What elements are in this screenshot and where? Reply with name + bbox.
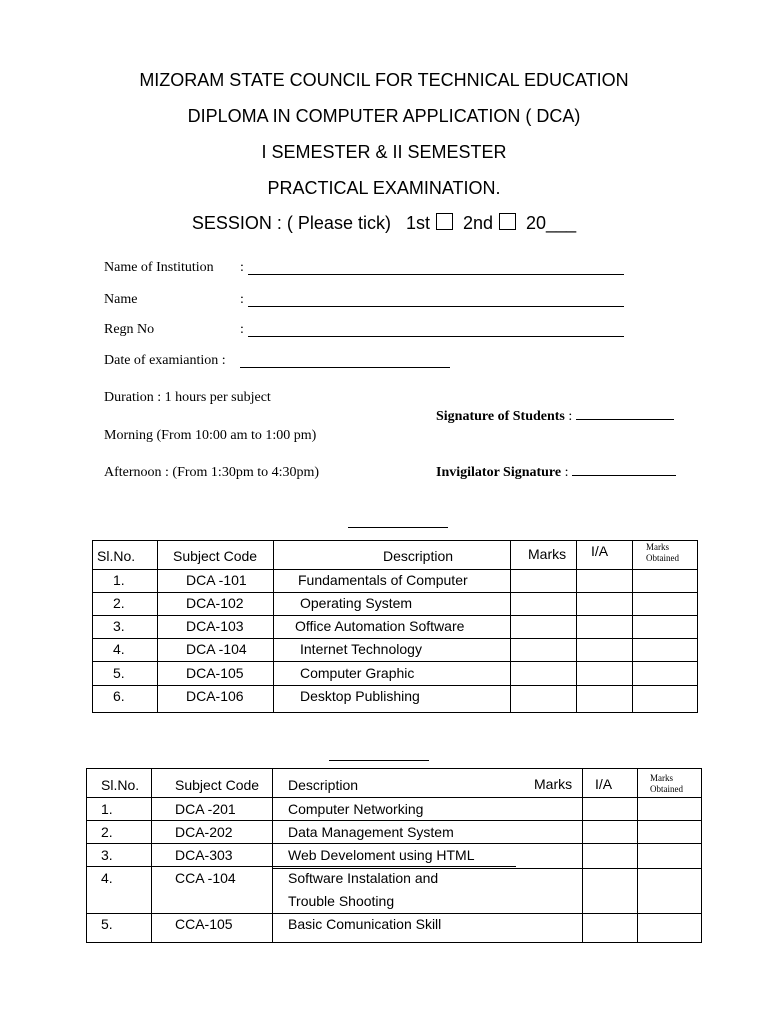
table-row-description: Fundamentals of Computer [298,572,468,588]
invigilator-label: Invigilator Signature [436,465,562,480]
regn-label: Regn No [104,322,155,337]
table-row-slno: 5. [101,916,113,932]
signature-students-line [436,405,674,425]
institution-field[interactable] [248,260,624,275]
table-row-description: Data Management System [288,824,454,840]
table-row-code: DCA-106 [186,688,244,704]
table-row-code: DCA -104 [186,641,247,657]
table-row-slno: 4. [101,870,113,886]
table-row-code: DCA -101 [186,572,247,588]
date-label: Date of examiantion : [104,353,226,368]
signature-students-field[interactable] [576,405,674,420]
semester-title: I SEMESTER & II SEMESTER [261,142,507,162]
institution-colon: : [240,260,244,275]
invigilator-field[interactable] [572,461,676,476]
session-option-1st: 1st [405,213,430,233]
table-row-description: Office Automation Software [295,618,465,634]
separator-line [329,760,429,761]
table-row-description: Internet Technology [300,641,422,657]
semester-2-table [86,768,702,943]
table-row-code: CCA -104 [175,870,236,886]
invigilator-colon: : [564,465,569,480]
table-row-slno: 3. [113,618,125,634]
table-row-code: CCA-105 [175,916,233,932]
header-marks-obtained: Marks Obtained [650,773,683,794]
table-row-code: DCA-103 [186,618,244,634]
invigilator-line [436,461,676,481]
header-slno: Sl.No. [97,548,136,564]
session-year: 20___ [526,213,577,233]
signature-students-label: Signature of Students [436,409,565,424]
afternoon-text: Afternoon : (From 1:30pm to 4:30pm) [104,465,320,480]
table-row-slno: 3. [101,847,113,863]
table-row-slno: 5. [113,665,125,681]
table-row-slno: 1. [101,801,113,817]
name-field[interactable] [248,292,624,307]
header-marks-obtained: Marks Obtained [646,542,679,563]
table-row-description: Desktop Publishing [300,688,420,704]
date-field[interactable] [240,353,450,368]
table-row-description: Computer Graphic [300,665,415,681]
council-title: MIZORAM STATE COUNCIL FOR TECHNICAL EDUCATION [139,70,629,90]
table-row-slno: 6. [113,688,125,704]
table-row-code: DCA-303 [175,847,233,863]
session-line [0,213,768,234]
header-description: Description [288,777,359,793]
table-row-code: DCA-202 [175,824,233,840]
table-row-code: DCA-105 [186,665,244,681]
checkbox-1st[interactable] [436,213,453,230]
table-row-slno: 4. [113,641,125,657]
table-row-description: Operating System [300,595,413,611]
morning-text: Morning (From 10:00 am to 1:00 pm) [104,428,317,443]
semester-1-table [92,540,698,713]
header-subject-code: Subject Code [173,548,258,564]
regn-field[interactable] [248,322,624,337]
table-row-description-continued: Trouble Shooting [288,893,395,909]
exam-title: PRACTICAL EXAMINATION. [267,178,501,198]
table-row-description: Software Instalation and [288,870,439,886]
header-marks: Marks [528,546,567,562]
duration-text: Duration : 1 hours per subject [104,390,271,405]
header-description: Description [383,548,454,564]
regn-colon: : [240,322,244,337]
header-marks: Marks [534,776,573,792]
header-ia: I/A [595,776,613,792]
header-subject-code: Subject Code [175,777,260,793]
table-row-slno: 2. [113,595,125,611]
name-label: Name [104,292,138,307]
table-row-slno: 2. [101,824,113,840]
name-colon: : [240,292,244,307]
separator-line [348,527,448,528]
session-label: SESSION : ( Please tick) [191,213,391,233]
table-row-description: Computer Networking [288,801,424,817]
table-row-code: DCA -201 [175,801,236,817]
table-row-code: DCA-102 [186,595,244,611]
table-row-description: Web Develoment using HTML [288,847,475,863]
session-option-2nd: 2nd [462,213,494,233]
header-ia: I/A [591,543,609,559]
table-row-slno: 1. [113,572,125,588]
signature-students-colon: : [568,409,573,424]
header-slno: Sl.No. [101,777,140,793]
checkbox-2nd[interactable] [499,213,516,230]
course-title: DIPLOMA IN COMPUTER APPLICATION ( DCA) [187,106,581,126]
institution-label: Name of Institution [104,260,214,275]
table-row-description: Basic Comunication Skill [288,916,442,932]
